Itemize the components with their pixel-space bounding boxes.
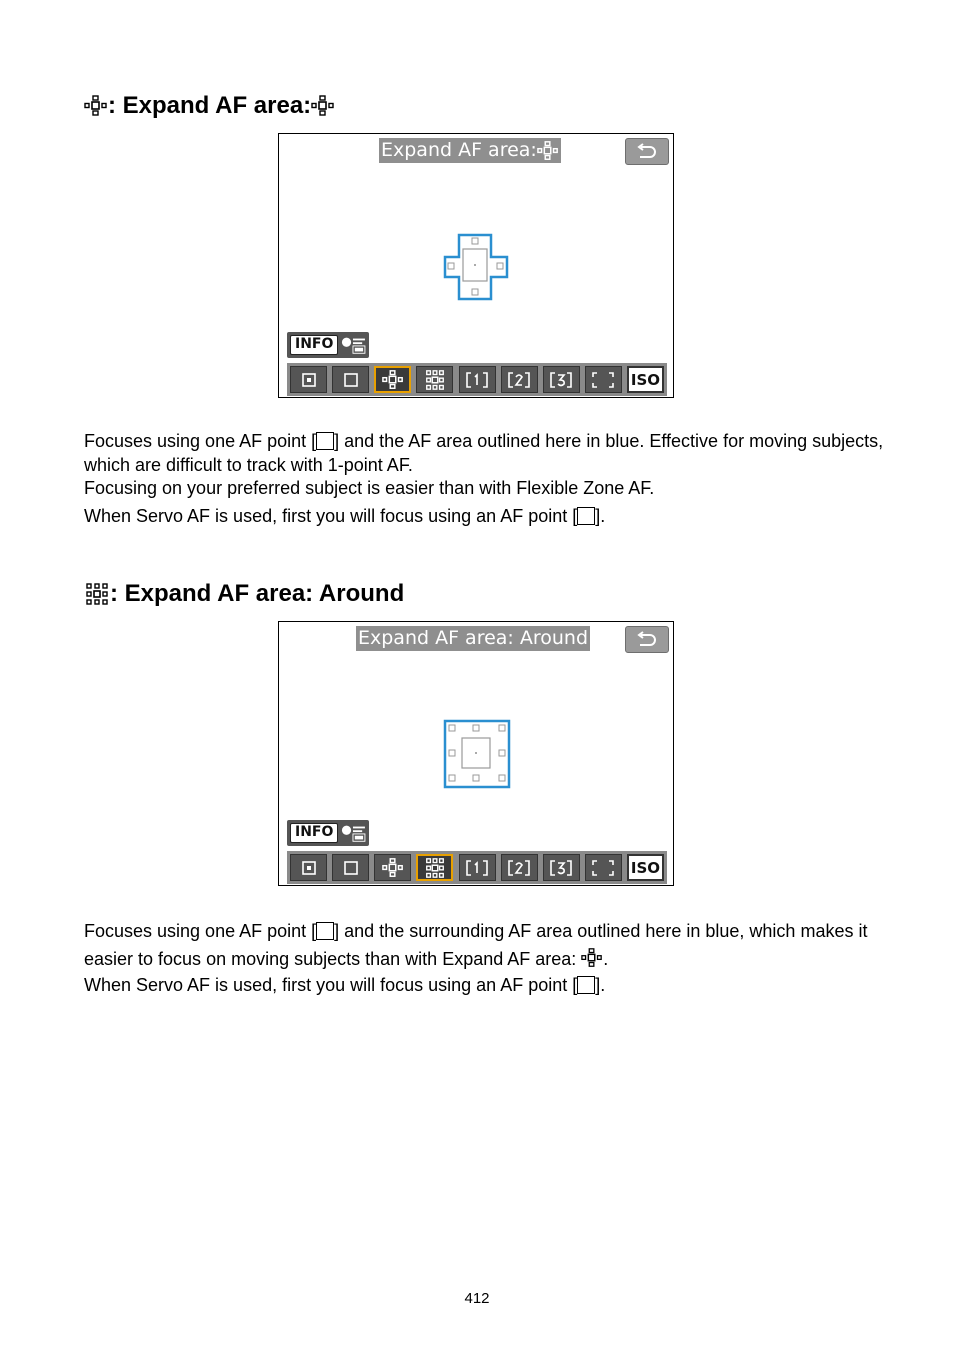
section-heading-text: : Expand AF area: bbox=[108, 92, 312, 119]
camera-screen-expand-af-around bbox=[278, 621, 674, 886]
1-point-af-icon bbox=[343, 860, 359, 876]
mode-spot-af[interactable] bbox=[290, 854, 327, 881]
info-button[interactable]: INFO bbox=[290, 335, 338, 355]
mode-expand-af-area[interactable] bbox=[374, 854, 411, 881]
section-heading-text: : Expand AF area: Around bbox=[110, 580, 405, 607]
info-display-bar bbox=[287, 820, 369, 846]
info-button[interactable]: INFO bbox=[290, 823, 338, 843]
1-point-af-icon bbox=[343, 372, 359, 388]
whole-area-af-icon bbox=[591, 859, 615, 877]
zone-af-2-icon bbox=[507, 859, 531, 877]
back-button[interactable] bbox=[625, 138, 669, 165]
mode-zone-af-1[interactable] bbox=[459, 366, 496, 393]
section-heading-expand-af-area bbox=[84, 92, 335, 120]
zone-af-1-icon bbox=[465, 859, 489, 877]
mode-iso[interactable]: ISO bbox=[627, 366, 664, 393]
mode-zone-af-2[interactable] bbox=[501, 366, 538, 393]
section1-paragraph-1: Focuses using one AF point [ ] and the AF area outlined here in blue. Effective for moving subjects, which are difficult to track with 1-point AF. bbox=[84, 431, 884, 475]
mode-whole-area-af[interactable] bbox=[585, 854, 622, 881]
af-point-box-icon bbox=[316, 922, 334, 940]
zone-af-1-icon bbox=[465, 371, 489, 389]
af-point-box-icon bbox=[316, 432, 334, 450]
expand-af-around-icon bbox=[424, 369, 446, 391]
mode-expand-af-around[interactable] bbox=[416, 854, 453, 881]
af-point-box-icon bbox=[577, 507, 595, 525]
af-point-box-icon bbox=[577, 976, 595, 994]
mode-zone-af-3[interactable] bbox=[543, 854, 580, 881]
mode-zone-af-2[interactable] bbox=[501, 854, 538, 881]
section2-paragraph-1: Focuses using one AF point [ ] and the surrounding AF area outlined here in blue, which makes it easier to focus on moving subjects than with Expand AF area: . bbox=[84, 921, 868, 969]
af-method-bar bbox=[287, 851, 667, 884]
back-button[interactable] bbox=[625, 626, 669, 653]
return-arrow-icon bbox=[635, 631, 659, 649]
expand-af-around-icon bbox=[84, 582, 110, 606]
whole-area-af-icon bbox=[591, 371, 615, 389]
spot-af-icon bbox=[301, 372, 317, 388]
expand-af-around-icon bbox=[424, 857, 446, 879]
af-area-outline bbox=[442, 232, 510, 302]
expand-af-area-icon bbox=[311, 94, 335, 118]
mode-zone-af-1[interactable] bbox=[459, 854, 496, 881]
zone-af-3-icon bbox=[549, 371, 573, 389]
mode-spot-af[interactable] bbox=[290, 366, 327, 393]
section1-paragraph-3: When Servo AF is used, first you will focus using an AF point [ ]. bbox=[84, 506, 606, 526]
af-method-bar bbox=[287, 363, 667, 396]
af-on-icon bbox=[341, 334, 369, 356]
zone-af-2-icon bbox=[507, 371, 531, 389]
af-area-outline bbox=[442, 718, 512, 790]
info-display-bar bbox=[287, 332, 369, 358]
page-number: 412 bbox=[464, 1290, 490, 1307]
camera-screen-expand-af-area bbox=[278, 133, 674, 398]
af-on-icon bbox=[341, 822, 369, 844]
mode-expand-af-around[interactable] bbox=[416, 366, 453, 393]
screen-title: Expand AF area: Around bbox=[358, 627, 589, 649]
spot-af-icon bbox=[301, 860, 317, 876]
section1-paragraph-2: Focusing on your preferred subject is easier than with Flexible Zone AF. bbox=[84, 478, 655, 498]
expand-af-area-icon bbox=[381, 857, 405, 879]
mode-iso[interactable]: ISO bbox=[627, 854, 664, 881]
mode-expand-af-area[interactable] bbox=[374, 366, 411, 393]
section2-paragraph-2: When Servo AF is used, first you will focus using an AF point [ ]. bbox=[84, 975, 606, 995]
return-arrow-icon bbox=[635, 143, 659, 161]
mode-zone-af-3[interactable] bbox=[543, 366, 580, 393]
mode-whole-area-af[interactable] bbox=[585, 366, 622, 393]
screen-title: Expand AF area: bbox=[379, 138, 561, 163]
expand-af-area-icon bbox=[581, 947, 603, 969]
expand-af-area-icon bbox=[537, 140, 559, 162]
section-heading-expand-af-around bbox=[84, 580, 404, 608]
expand-af-area-icon bbox=[84, 94, 108, 118]
expand-af-area-icon bbox=[381, 369, 405, 391]
mode-1-point-af[interactable] bbox=[332, 366, 369, 393]
mode-1-point-af[interactable] bbox=[332, 854, 369, 881]
zone-af-3-icon bbox=[549, 859, 573, 877]
